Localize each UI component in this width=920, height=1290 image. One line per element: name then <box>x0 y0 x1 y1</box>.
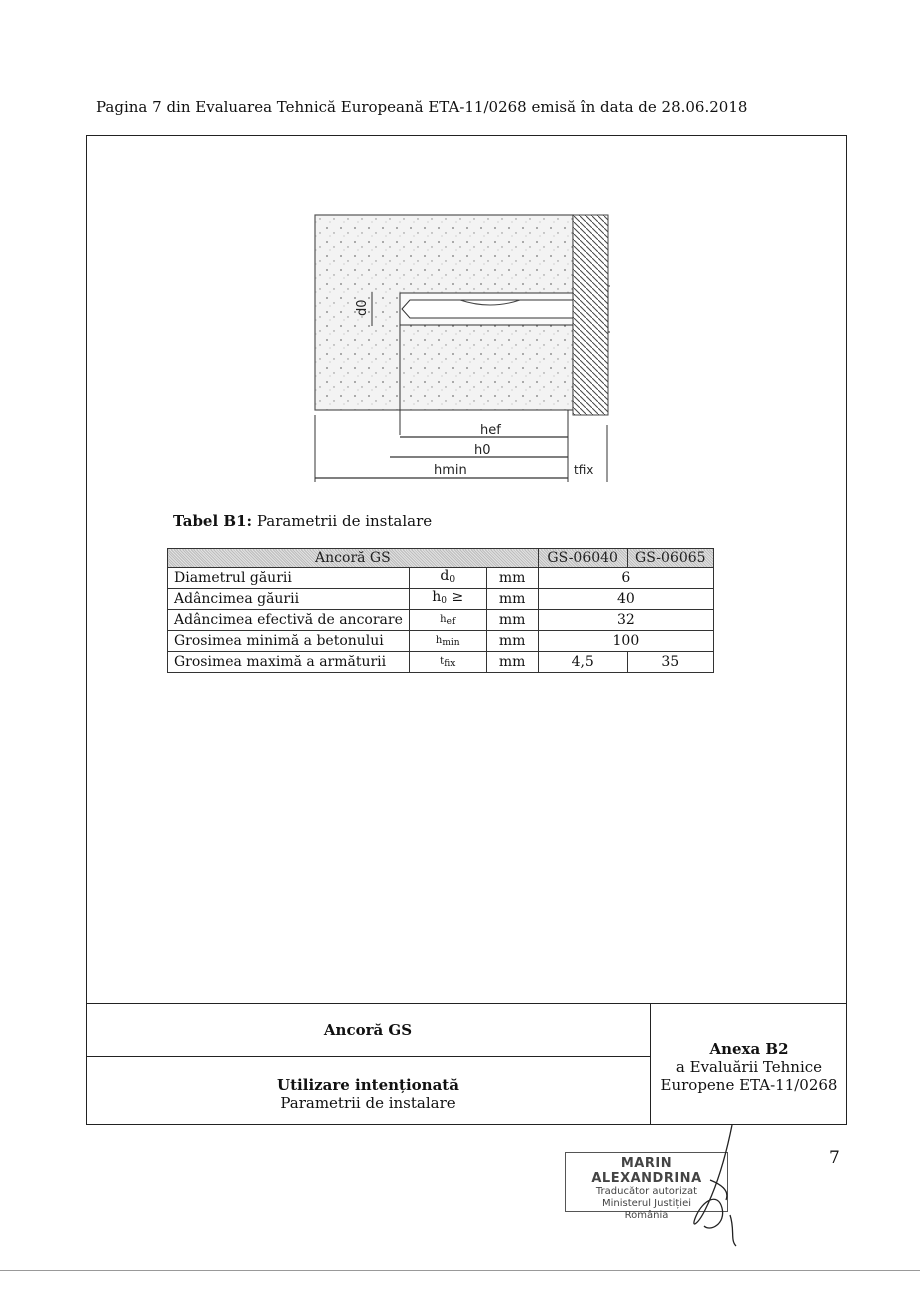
footer-divider-top <box>86 1003 847 1004</box>
label-d0: d0 <box>355 299 370 316</box>
stamp-line1: Traducător autorizat <box>595 1186 698 1197</box>
label-tfix: tfix <box>574 463 594 477</box>
footer-intended-use <box>86 1076 650 1112</box>
row-unit: mm <box>486 589 538 610</box>
table-row <box>168 610 714 631</box>
row-symbol: $t_{fix}$ <box>409 652 486 673</box>
footer-annex-line1: a Evaluării Tehnice <box>675 1058 823 1076</box>
table-row <box>168 568 714 589</box>
row-symbol: $h_{min}$ <box>409 631 486 652</box>
header-gs06065: GS-06065 <box>627 549 713 568</box>
stamp-name: MARIN ALEXANDRINA <box>591 1156 702 1186</box>
row-unit: mm <box>486 610 538 631</box>
row-label: Adâncimea efectivă de ancorare <box>168 610 410 631</box>
parameters-table <box>167 548 714 673</box>
table-caption <box>173 512 432 530</box>
installation-diagram <box>310 210 610 490</box>
row-value: 6 <box>538 568 713 589</box>
row-symbol: $d_0$ <box>409 568 486 589</box>
table-row <box>168 631 714 652</box>
stamp-line3: România <box>624 1210 669 1221</box>
row-label: Adâncimea găurii <box>168 589 410 610</box>
row-symbol: $h_{ef}$ <box>409 610 486 631</box>
row-symbol: $h_0$ ≥ <box>409 589 486 610</box>
footer-use-title: Utilizare intenționată <box>277 1076 459 1094</box>
anchor-head <box>608 286 610 332</box>
footer-product: Ancoră GS <box>323 1021 413 1039</box>
fixture-plate <box>573 215 608 415</box>
stamp-line2: Ministerul Justiției <box>601 1198 692 1209</box>
row-unit: mm <box>486 568 538 589</box>
anchor-body <box>402 300 573 318</box>
label-hef: hef <box>480 423 501 438</box>
row-unit: mm <box>486 631 538 652</box>
row-value: 40 <box>538 589 713 610</box>
table-row <box>168 652 714 673</box>
row-value-gs06040: 4,5 <box>538 652 627 673</box>
footer-annex <box>651 1040 847 1094</box>
handwritten-signature <box>670 1120 760 1250</box>
table-caption-text: Parametrii de instalare <box>252 512 433 530</box>
footer-use-subtitle: Parametrii de instalare <box>280 1094 456 1112</box>
page-bottom-rule <box>0 1270 920 1271</box>
label-h0: h0 <box>474 443 491 458</box>
table-header-row <box>168 549 714 568</box>
page-header: Pagina 7 din Evaluarea Tehnică Europeană ETA-11/0268 emisă în data de 28.06.2018 <box>96 98 748 116</box>
row-unit: mm <box>486 652 538 673</box>
row-label: Grosimea minimă a betonului <box>168 631 410 652</box>
page-number: 7 <box>829 1148 840 1168</box>
label-hmin: hmin <box>434 463 467 478</box>
table-caption-label: Tabel B1: <box>173 512 253 530</box>
row-value: 100 <box>538 631 713 652</box>
header-product: Ancoră GS <box>168 549 539 568</box>
row-value-gs06065: 35 <box>627 652 713 673</box>
footer-annex-title: Anexa B2 <box>709 1040 789 1058</box>
table-row <box>168 589 714 610</box>
row-label: Diametrul găurii <box>168 568 410 589</box>
footer-divider-middle <box>86 1056 650 1057</box>
header-gs06040: GS-06040 <box>538 549 627 568</box>
footer-annex-line2: Europene ETA-11/0268 <box>660 1076 838 1094</box>
row-value: 32 <box>538 610 713 631</box>
row-label: Grosimea maximă a armăturii <box>168 652 410 673</box>
